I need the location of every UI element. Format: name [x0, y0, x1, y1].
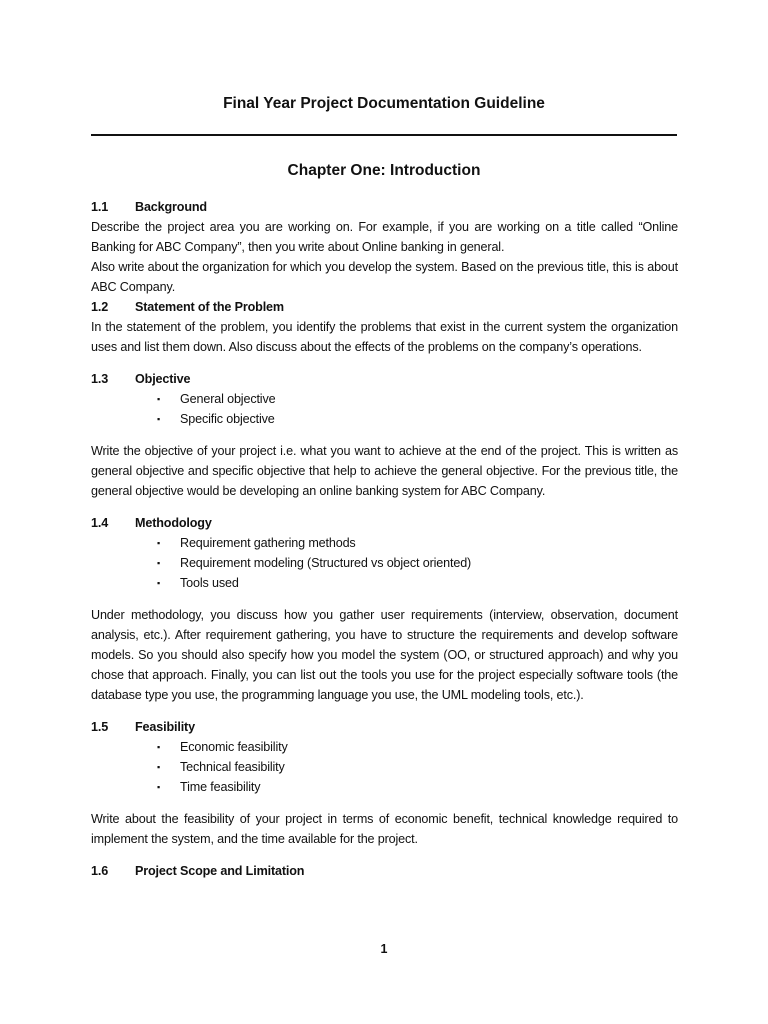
background-paragraph-2: Also write about the organization for which you develop the system. Based on the previous title, this is about ABC Company.	[91, 260, 678, 294]
bullet-icon: ▪	[157, 558, 161, 568]
list-item: ▪ Economic feasibility	[157, 737, 678, 757]
section-heading-problem-statement	[91, 297, 678, 317]
list-item: ▪ Technical feasibility	[157, 757, 678, 777]
section-heading-objective	[91, 369, 678, 389]
section-number: 1.4	[91, 516, 109, 530]
problem-statement-paragraph: In the statement of the problem, you identify the problems that exist in the current system the organization uses and list them down. Also discuss about the effects of the problems on the company’s operations.	[91, 320, 678, 354]
section-number: 1.6	[91, 864, 109, 878]
list-item: ▪ Tools used	[157, 573, 678, 593]
methodology-paragraph: Under methodology, you discuss how you gather user requirements (interview, observation, document analysis, etc.). After requirement gathering, you have to structure the requirements and develop software models. So you should also specify how you model the system (OO, or structured approach) and why you chose that approach. Finally, you can list out the tools you use for the project especially software tools (the database type you use, the programming language you use, the UML modeling tools, etc.).	[91, 608, 678, 702]
document-body	[91, 197, 678, 881]
list-item: ▪ Requirement gathering methods	[157, 533, 678, 553]
section-number: 1.2	[91, 300, 109, 314]
section-number: 1.5	[91, 720, 109, 734]
list-item: ▪ Time feasibility	[157, 777, 678, 797]
section-title: Objective	[135, 372, 191, 386]
bullet-icon: ▪	[157, 742, 161, 752]
section-number: 1.1	[91, 200, 109, 214]
section-title: Statement of the Problem	[135, 300, 284, 314]
methodology-bullet-list	[91, 533, 678, 593]
section-title: Project Scope and Limitation	[135, 864, 305, 878]
bullet-icon: ▪	[157, 394, 161, 404]
section-title: Background	[135, 200, 207, 214]
background-paragraph-1: Describe the project area you are working on. For example, if you are working on a title called “Online Banking for ABC Company”, then you write about Online banking in general.	[91, 220, 678, 254]
feasibility-bullet-list	[91, 737, 678, 797]
objective-bullet-list	[91, 389, 678, 429]
section-heading-methodology	[91, 513, 678, 533]
section-title: Methodology	[135, 516, 212, 530]
section-heading-background	[91, 197, 678, 217]
bullet-icon: ▪	[157, 414, 161, 424]
bullet-icon: ▪	[157, 762, 161, 772]
section-heading-scope	[91, 861, 678, 881]
bullet-icon: ▪	[157, 538, 161, 548]
list-item: ▪ Requirement modeling (Structured vs object oriented)	[157, 553, 678, 573]
bullet-icon: ▪	[157, 782, 161, 792]
bullet-icon: ▪	[157, 578, 161, 588]
section-number: 1.3	[91, 372, 109, 386]
chapter-title: Chapter One: Introduction	[287, 162, 481, 179]
list-item: ▪ Specific objective	[157, 409, 678, 429]
section-title: Feasibility	[135, 720, 195, 734]
section-heading-feasibility	[91, 717, 678, 737]
page-number: 1	[380, 942, 388, 956]
feasibility-paragraph: Write about the feasibility of your project in terms of economic benefit, technical knowledge required to implement the system, and the time available for the project.	[91, 812, 678, 846]
title-divider	[91, 134, 677, 136]
document-title: Final Year Project Documentation Guideline	[223, 95, 545, 112]
objective-paragraph: Write the objective of your project i.e. what you want to achieve at the end of the project. This is written as general objective and specific objective that help to achieve the general objective. For the previous title, the general objective would be developing an online banking system for ABC Company.	[91, 444, 678, 498]
list-item: ▪ General objective	[157, 389, 678, 409]
